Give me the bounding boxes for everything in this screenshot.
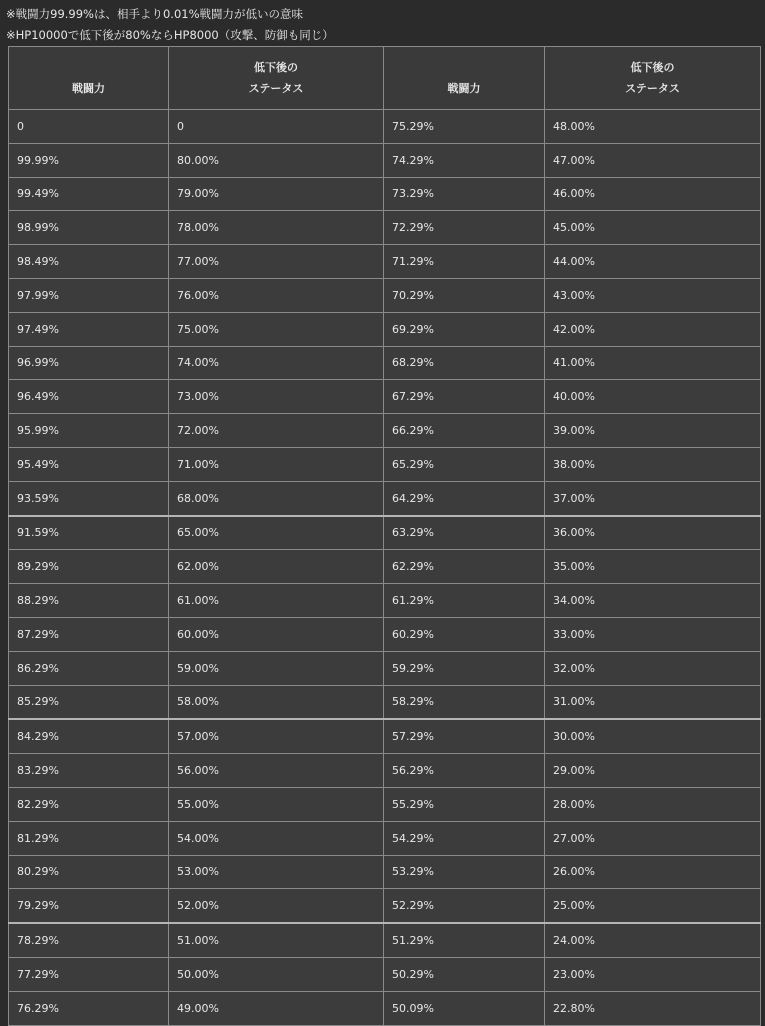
note-line: ※戦闘力99.99%は、相手より0.01%戦闘力が低いの意味 [6,7,304,21]
cell-status-after: 58.00% [169,685,384,719]
cell-status-after: 74.00% [169,346,384,380]
cell-combat-power: 66.29% [384,414,545,448]
table-row [9,584,761,618]
cell-combat-power: 0 [9,110,169,144]
table-row [9,617,761,651]
table-row [9,889,761,923]
cell-combat-power: 70.29% [384,278,545,312]
cell-combat-power: 98.49% [9,245,169,279]
table-row [9,550,761,584]
cell-status-after: 72.00% [169,414,384,448]
cell-status-after: 50.00% [169,957,384,991]
table-body [9,110,761,1026]
cell-combat-power: 77.29% [9,957,169,991]
table-row [9,143,761,177]
cell-status-after: 0 [169,110,384,144]
cell-status-after: 48.00% [545,110,761,144]
cell-combat-power: 63.29% [384,516,545,550]
cell-combat-power: 56.29% [384,754,545,788]
cell-combat-power: 96.49% [9,380,169,414]
cell-status-after: 60.00% [169,617,384,651]
cell-combat-power: 76.29% [9,991,169,1025]
table-row [9,719,761,753]
cell-combat-power: 73.29% [384,177,545,211]
table-row [9,923,761,957]
cell-status-after: 37.00% [545,481,761,515]
table-row [9,278,761,312]
cell-combat-power: 62.29% [384,550,545,584]
cell-combat-power: 97.49% [9,312,169,346]
cell-combat-power: 98.99% [9,211,169,245]
cell-combat-power: 99.99% [9,143,169,177]
cell-status-after: 31.00% [545,685,761,719]
cell-combat-power: 60.29% [384,617,545,651]
cell-combat-power: 50.09% [384,991,545,1025]
cell-combat-power: 68.29% [384,346,545,380]
cell-status-after: 26.00% [545,855,761,889]
cell-status-after: 34.00% [545,584,761,618]
notes [6,4,334,46]
cell-combat-power: 57.29% [384,719,545,753]
cell-status-after: 47.00% [545,143,761,177]
cell-status-after: 29.00% [545,754,761,788]
header-row [9,47,761,110]
cell-status-after: 40.00% [545,380,761,414]
cell-combat-power: 83.29% [9,754,169,788]
table-row [9,312,761,346]
header-line: ステータス [625,82,680,95]
table-row [9,855,761,889]
cell-combat-power: 80.29% [9,855,169,889]
cell-status-after: 25.00% [545,889,761,923]
cell-status-after: 46.00% [545,177,761,211]
cell-status-after: 35.00% [545,550,761,584]
cell-combat-power: 97.99% [9,278,169,312]
cell-combat-power: 75.29% [384,110,545,144]
cell-status-after: 36.00% [545,516,761,550]
cell-status-after: 68.00% [169,481,384,515]
cell-status-after: 57.00% [169,719,384,753]
combat-power-table [8,46,761,1026]
cell-combat-power: 65.29% [384,447,545,481]
cell-status-after: 61.00% [169,584,384,618]
cell-combat-power: 79.29% [9,889,169,923]
cell-status-after: 79.00% [169,177,384,211]
cell-combat-power: 51.29% [384,923,545,957]
cell-combat-power: 72.29% [384,211,545,245]
cell-combat-power: 93.59% [9,481,169,515]
cell-combat-power: 55.29% [384,787,545,821]
cell-combat-power: 81.29% [9,821,169,855]
table-row [9,651,761,685]
table-row [9,177,761,211]
cell-status-after: 78.00% [169,211,384,245]
cell-status-after: 53.00% [169,855,384,889]
header-status-after [169,47,384,110]
cell-status-after: 80.00% [169,143,384,177]
cell-combat-power: 50.29% [384,957,545,991]
table-row [9,481,761,515]
table-row [9,957,761,991]
cell-status-after: 43.00% [545,278,761,312]
cell-combat-power: 78.29% [9,923,169,957]
table-row [9,821,761,855]
cell-combat-power: 88.29% [9,584,169,618]
cell-combat-power: 86.29% [9,651,169,685]
table-header [9,47,761,110]
cell-combat-power: 53.29% [384,855,545,889]
cell-combat-power: 59.29% [384,651,545,685]
cell-status-after: 42.00% [545,312,761,346]
table-row [9,685,761,719]
table-row [9,414,761,448]
cell-status-after: 24.00% [545,923,761,957]
cell-combat-power: 61.29% [384,584,545,618]
cell-combat-power: 82.29% [9,787,169,821]
cell-status-after: 62.00% [169,550,384,584]
cell-combat-power: 89.29% [9,550,169,584]
cell-status-after: 23.00% [545,957,761,991]
cell-status-after: 54.00% [169,821,384,855]
table-row [9,346,761,380]
cell-combat-power: 99.49% [9,177,169,211]
table-row [9,787,761,821]
header-status-after [545,47,761,110]
cell-combat-power: 69.29% [384,312,545,346]
cell-status-after: 41.00% [545,346,761,380]
cell-combat-power: 67.29% [384,380,545,414]
cell-status-after: 71.00% [169,447,384,481]
table-row [9,516,761,550]
header-line: 低下後の [630,61,675,74]
cell-combat-power: 95.49% [9,447,169,481]
cell-combat-power: 91.59% [9,516,169,550]
cell-status-after: 27.00% [545,821,761,855]
cell-combat-power: 54.29% [384,821,545,855]
cell-status-after: 55.00% [169,787,384,821]
cell-combat-power: 84.29% [9,719,169,753]
cell-status-after: 38.00% [545,447,761,481]
cell-combat-power: 52.29% [384,889,545,923]
header-line: ステータス [248,82,304,95]
cell-status-after: 28.00% [545,787,761,821]
cell-combat-power: 64.29% [384,481,545,515]
table-row [9,245,761,279]
header-combat-power: 戦闘力 [384,47,545,110]
cell-status-after: 59.00% [169,651,384,685]
cell-status-after: 73.00% [169,380,384,414]
cell-combat-power: 96.99% [9,346,169,380]
cell-status-after: 33.00% [545,617,761,651]
note-line: ※HP10000で低下後が80%ならHP8000（攻撃、防御も同じ） [6,28,334,42]
cell-status-after: 22.80% [545,991,761,1025]
cell-status-after: 52.00% [169,889,384,923]
cell-status-after: 76.00% [169,278,384,312]
cell-status-after: 30.00% [545,719,761,753]
header-combat-power: 戦闘力 [9,47,169,110]
cell-status-after: 75.00% [169,312,384,346]
table-row [9,110,761,144]
cell-status-after: 65.00% [169,516,384,550]
cell-status-after: 51.00% [169,923,384,957]
cell-status-after: 49.00% [169,991,384,1025]
cell-status-after: 44.00% [545,245,761,279]
table-row [9,754,761,788]
table-row [9,447,761,481]
cell-combat-power: 85.29% [9,685,169,719]
cell-status-after: 39.00% [545,414,761,448]
cell-combat-power: 71.29% [384,245,545,279]
cell-combat-power: 74.29% [384,143,545,177]
header-line: 低下後の [254,61,298,74]
cell-combat-power: 87.29% [9,617,169,651]
table-row [9,211,761,245]
table-row [9,380,761,414]
table-row [9,991,761,1025]
cell-combat-power: 58.29% [384,685,545,719]
cell-combat-power: 95.99% [9,414,169,448]
cell-status-after: 45.00% [545,211,761,245]
cell-status-after: 56.00% [169,754,384,788]
cell-status-after: 77.00% [169,245,384,279]
cell-status-after: 32.00% [545,651,761,685]
